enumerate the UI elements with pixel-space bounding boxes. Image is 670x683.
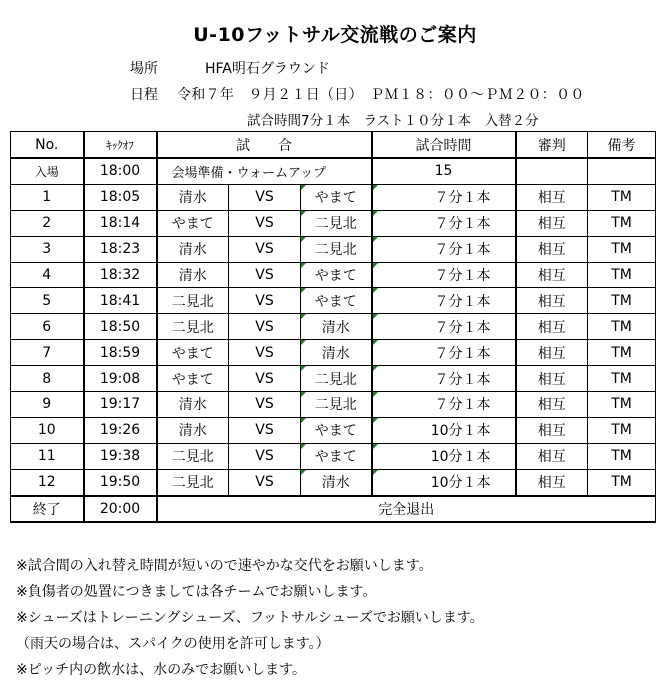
team-a: 清水: [157, 262, 229, 288]
match-row: [11, 262, 656, 288]
match-notes: TM: [588, 443, 656, 469]
header-notes: 備考: [588, 132, 656, 159]
team-b: 二見北: [301, 392, 372, 418]
entry-notes-empty: [588, 158, 656, 184]
match-referee: 相互: [516, 184, 588, 210]
match-notes: TM: [588, 469, 656, 495]
match-no: 5: [11, 288, 84, 314]
match-row: [11, 236, 656, 262]
vs-label: VS: [229, 469, 301, 495]
team-b: 二見北: [301, 210, 372, 236]
match-referee: 相互: [516, 236, 588, 262]
team-a: 清水: [157, 417, 229, 443]
vs-label: VS: [229, 236, 301, 262]
match-time: 19:50: [84, 469, 157, 495]
match-no: 7: [11, 340, 84, 366]
match-duration: ７分１本: [372, 262, 516, 288]
match-no: 10: [11, 417, 84, 443]
match-referee: 相互: [516, 417, 588, 443]
team-a: 清水: [157, 236, 229, 262]
note-item: ※負傷者の処置につきましては各チームでお願いします。: [16, 584, 377, 600]
match-time: 18:05: [84, 184, 157, 210]
match-duration: ７分１本: [372, 340, 516, 366]
date-label: 日程: [130, 87, 158, 103]
match-no: 3: [11, 236, 84, 262]
match-time: 19:26: [84, 417, 157, 443]
header-match: 試 合: [157, 132, 372, 159]
vs-label: VS: [229, 210, 301, 236]
match-referee: 相互: [516, 392, 588, 418]
match-referee: 相互: [516, 262, 588, 288]
team-b: 二見北: [301, 366, 372, 392]
entry-text: 会場準備・ウォームアップ: [157, 158, 372, 184]
team-b: やまて: [301, 184, 372, 210]
team-a: やまて: [157, 366, 229, 392]
entry-label: 入場: [11, 158, 84, 184]
match-notes: TM: [588, 417, 656, 443]
match-time: 18:32: [84, 262, 157, 288]
match-referee: 相互: [516, 366, 588, 392]
match-time: 19:17: [84, 392, 157, 418]
team-b: 二見北: [301, 236, 372, 262]
match-row: [11, 210, 656, 236]
vs-label: VS: [229, 392, 301, 418]
match-duration: 10分１本: [372, 417, 516, 443]
match-row: [11, 417, 656, 443]
match-referee: 相互: [516, 340, 588, 366]
match-referee: 相互: [516, 288, 588, 314]
match-duration: ７分１本: [372, 236, 516, 262]
match-row: [11, 184, 656, 210]
match-no: 6: [11, 314, 84, 340]
entry-referee-empty: [516, 158, 588, 184]
match-referee: 相互: [516, 443, 588, 469]
team-a: 二見北: [157, 314, 229, 340]
team-b: やまて: [301, 262, 372, 288]
match-duration: ７分１本: [372, 288, 516, 314]
match-duration: ７分１本: [372, 210, 516, 236]
team-a: 二見北: [157, 469, 229, 495]
team-a: 二見北: [157, 443, 229, 469]
match-notes: TM: [588, 392, 656, 418]
team-b: 清水: [301, 314, 372, 340]
date-value: 令和７年 ９月２１日（日） ＰＭ１８：００～ＰＭ２０：００: [177, 87, 585, 103]
vs-label: VS: [229, 366, 301, 392]
match-time: 18:23: [84, 236, 157, 262]
match-notes: TM: [588, 236, 656, 262]
match-time: 19:08: [84, 366, 157, 392]
vs-label: VS: [229, 417, 301, 443]
note-item: （雨天の場合は、スパイクの使用を許可します。）: [16, 636, 330, 652]
match-time: 18:14: [84, 210, 157, 236]
match-time: 18:50: [84, 314, 157, 340]
match-no: 12: [11, 469, 84, 495]
team-a: 清水: [157, 184, 229, 210]
match-time: 18:59: [84, 340, 157, 366]
vs-label: VS: [229, 314, 301, 340]
team-b: 清水: [301, 469, 372, 495]
match-no: 2: [11, 210, 84, 236]
team-a: やまて: [157, 340, 229, 366]
match-notes: TM: [588, 262, 656, 288]
team-b: やまて: [301, 288, 372, 314]
match-notes: TM: [588, 210, 656, 236]
match-notes: TM: [588, 184, 656, 210]
schedule-table: [10, 131, 656, 523]
match-row: [11, 366, 656, 392]
match-row: [11, 340, 656, 366]
header-duration: 試合時間: [372, 132, 516, 159]
venue-label: 場所: [130, 61, 158, 77]
match-referee: 相互: [516, 469, 588, 495]
entry-duration: 15: [372, 158, 516, 184]
note-item: ※試合間の入れ替え時間が短いので速やかな交代をお願いします。: [16, 558, 433, 574]
vs-label: VS: [229, 443, 301, 469]
match-row: [11, 392, 656, 418]
vs-label: VS: [229, 262, 301, 288]
end-time: 20:00: [84, 496, 157, 523]
team-b: やまて: [301, 443, 372, 469]
match-duration: ７分１本: [372, 392, 516, 418]
note-item: ※ピッチ内の飲水は、水のみでお願いします。: [16, 662, 307, 678]
team-b: 清水: [301, 340, 372, 366]
end-row: [11, 496, 656, 523]
match-notes: TM: [588, 366, 656, 392]
header-no: No.: [11, 132, 84, 159]
match-duration: ７分１本: [372, 314, 516, 340]
header-referee: 審判: [516, 132, 588, 159]
team-a: 清水: [157, 392, 229, 418]
match-notes: TM: [588, 314, 656, 340]
match-referee: 相互: [516, 314, 588, 340]
match-no: 8: [11, 366, 84, 392]
match-row: [11, 443, 656, 469]
entry-row: [11, 158, 656, 184]
end-text: 完全退出: [157, 496, 656, 523]
page-title: U-10フットサル交流戦のご案内: [193, 24, 477, 46]
match-time: 19:38: [84, 443, 157, 469]
vs-label: VS: [229, 288, 301, 314]
match-notes: TM: [588, 288, 656, 314]
vs-label: VS: [229, 340, 301, 366]
entry-time: 18:00: [84, 158, 157, 184]
venue-value: HFA明石グラウンド: [205, 61, 330, 77]
notes-list: [16, 553, 484, 683]
match-no: 4: [11, 262, 84, 288]
vs-label: VS: [229, 184, 301, 210]
note-item: ※シューズはトレーニングシューズ、フットサルシューズでお願いします。: [16, 610, 484, 626]
match-row: [11, 314, 656, 340]
match-duration: ７分１本: [372, 184, 516, 210]
match-no: 11: [11, 443, 84, 469]
match-no: 9: [11, 392, 84, 418]
table-header-row: [11, 132, 656, 159]
match-duration: 10分１本: [372, 469, 516, 495]
match-duration: 10分１本: [372, 443, 516, 469]
match-referee: 相互: [516, 210, 588, 236]
match-info: 試合時間7分１本 ラスト１０分１本 入替２分: [247, 113, 539, 129]
end-label: 終了: [11, 496, 84, 523]
match-row: [11, 288, 656, 314]
match-notes: TM: [588, 340, 656, 366]
team-a: 二見北: [157, 288, 229, 314]
match-no: 1: [11, 184, 84, 210]
team-a: やまて: [157, 210, 229, 236]
header-kickoff: ｷｯｸｵﾌ: [84, 132, 157, 159]
match-row: [11, 469, 656, 495]
match-time: 18:41: [84, 288, 157, 314]
team-b: やまて: [301, 417, 372, 443]
match-duration: ７分１本: [372, 366, 516, 392]
